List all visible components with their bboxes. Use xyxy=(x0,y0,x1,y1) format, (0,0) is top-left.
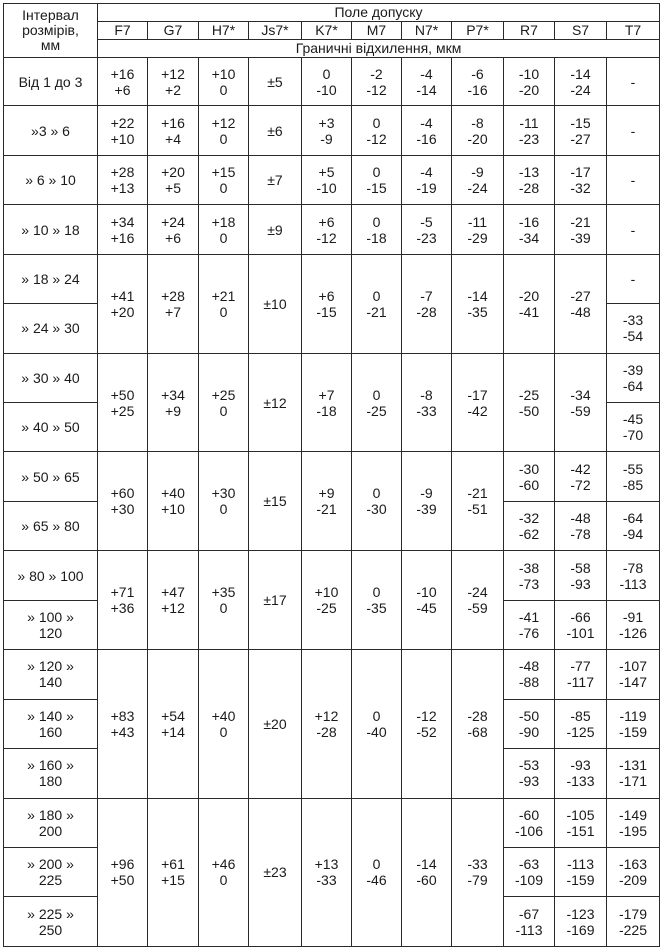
value-cell-js7: ±12 xyxy=(249,353,302,452)
col-header-t7: T7 xyxy=(607,22,660,40)
value-cell-p7: -28 -68 xyxy=(452,650,504,798)
value-cell-g7: +28 +7 xyxy=(148,254,199,353)
col-header-m7: M7 xyxy=(352,22,402,40)
value-cell-k7: +6 -15 xyxy=(302,254,352,353)
value-cell-f7: +28 +13 xyxy=(98,155,148,204)
value-cell-k7: +5 -10 xyxy=(302,155,352,204)
value-cell-f7: +34 +16 xyxy=(98,205,148,254)
value-cell-s7: -17 -32 xyxy=(555,155,607,204)
value-cell-s7: -42 -72 xyxy=(555,452,607,501)
range-cell: » 40 » 50 xyxy=(4,403,98,452)
value-cell-r7: -10 -20 xyxy=(504,58,555,106)
value-cell-h7: +10 0 xyxy=(199,58,249,106)
value-cell-g7: +20 +5 xyxy=(148,155,199,204)
value-cell-k7: +12 -28 xyxy=(302,650,352,798)
value-cell-f7: +83 +43 xyxy=(98,650,148,798)
value-cell-s7: -113 -159 xyxy=(555,847,607,896)
header-interval: Інтервал розмірів, мм xyxy=(4,4,98,58)
value-cell-r7: -67 -113 xyxy=(504,897,555,947)
col-header-p7: P7* xyxy=(452,22,504,40)
range-cell: » 65 » 80 xyxy=(4,501,98,550)
value-cell-h7: +35 0 xyxy=(199,551,249,650)
value-cell-g7: +47 +12 xyxy=(148,551,199,650)
range-cell: » 30 » 40 xyxy=(4,353,98,402)
value-cell-f7: +22 +10 xyxy=(98,106,148,155)
value-cell-r7: -11 -23 xyxy=(504,106,555,155)
col-header-g7: G7 xyxy=(148,22,199,40)
value-cell-k7: +13 -33 xyxy=(302,798,352,946)
value-cell-r7: -32 -62 xyxy=(504,501,555,550)
range-cell: » 160 » 180 xyxy=(4,749,98,798)
value-cell-t7: -64 -94 xyxy=(607,501,660,550)
value-cell-t7: -131 -171 xyxy=(607,749,660,798)
table-row xyxy=(4,551,660,600)
value-cell-g7: +12 +2 xyxy=(148,58,199,106)
table-row xyxy=(4,353,660,402)
value-cell-js7: ±20 xyxy=(249,650,302,798)
value-cell-js7: ±15 xyxy=(249,452,302,551)
value-cell-s7: -15 -27 xyxy=(555,106,607,155)
value-cell-r7: -16 -34 xyxy=(504,205,555,254)
range-cell: » 18 » 24 xyxy=(4,254,98,303)
value-cell-k7: 0 -10 xyxy=(302,58,352,106)
value-cell-js7: ±6 xyxy=(249,106,302,155)
range-cell: Від 1 до 3 xyxy=(4,58,98,106)
value-cell-n7: -7 -28 xyxy=(402,254,452,353)
value-cell-n7: -14 -60 xyxy=(402,798,452,946)
value-cell-r7: -25 -50 xyxy=(504,353,555,452)
value-cell-t7: - xyxy=(607,205,660,254)
table-row xyxy=(4,205,660,254)
table-row xyxy=(4,155,660,204)
value-cell-p7: -17 -42 xyxy=(452,353,504,452)
value-cell-t7: -107 -147 xyxy=(607,650,660,699)
value-cell-p7: -24 -59 xyxy=(452,551,504,650)
col-header-js7: Js7* xyxy=(249,22,302,40)
value-cell-s7: -105 -151 xyxy=(555,798,607,847)
col-header-r7: R7 xyxy=(504,22,555,40)
value-cell-js7: ±23 xyxy=(249,798,302,946)
value-cell-js7: ±10 xyxy=(249,254,302,353)
range-cell: »3 » 6 xyxy=(4,106,98,155)
range-cell: » 140 » 160 xyxy=(4,699,98,748)
value-cell-m7: 0 -25 xyxy=(352,353,402,452)
tolerance-table xyxy=(3,3,660,947)
value-cell-s7: -58 -93 xyxy=(555,551,607,600)
table-row xyxy=(4,452,660,501)
col-header-k7: K7* xyxy=(302,22,352,40)
value-cell-t7: -91 -126 xyxy=(607,600,660,649)
value-cell-n7: -10 -45 xyxy=(402,551,452,650)
table-row xyxy=(4,106,660,155)
col-header-h7: H7* xyxy=(199,22,249,40)
table-row xyxy=(4,58,660,106)
value-cell-f7: +96 +50 xyxy=(98,798,148,946)
table-row xyxy=(4,650,660,699)
value-cell-s7: -48 -78 xyxy=(555,501,607,550)
value-cell-t7: - xyxy=(607,254,660,303)
value-cell-js7: ±9 xyxy=(249,205,302,254)
value-cell-r7: -53 -93 xyxy=(504,749,555,798)
value-cell-k7: +6 -12 xyxy=(302,205,352,254)
range-cell: » 100 » 120 xyxy=(4,600,98,649)
range-cell: » 200 » 225 xyxy=(4,847,98,896)
value-cell-r7: -41 -76 xyxy=(504,600,555,649)
value-cell-p7: -11 -29 xyxy=(452,205,504,254)
col-header-f7: F7 xyxy=(98,22,148,40)
value-cell-n7: -4 -14 xyxy=(402,58,452,106)
value-cell-m7: 0 -46 xyxy=(352,798,402,946)
range-cell: » 10 » 18 xyxy=(4,205,98,254)
value-cell-n7: -5 -23 xyxy=(402,205,452,254)
value-cell-s7: -66 -101 xyxy=(555,600,607,649)
value-cell-p7: -14 -35 xyxy=(452,254,504,353)
value-cell-p7: -8 -20 xyxy=(452,106,504,155)
value-cell-js7: ±17 xyxy=(249,551,302,650)
value-cell-s7: -85 -125 xyxy=(555,699,607,748)
value-cell-s7: -21 -39 xyxy=(555,205,607,254)
value-cell-s7: -77 -117 xyxy=(555,650,607,699)
value-cell-g7: +61 +15 xyxy=(148,798,199,946)
value-cell-s7: -123 -169 xyxy=(555,897,607,947)
value-cell-t7: - xyxy=(607,58,660,106)
value-cell-n7: -4 -16 xyxy=(402,106,452,155)
value-cell-s7: -34 -59 xyxy=(555,353,607,452)
value-cell-p7: -9 -24 xyxy=(452,155,504,204)
value-cell-m7: 0 -40 xyxy=(352,650,402,798)
range-cell: » 80 » 100 xyxy=(4,551,98,600)
value-cell-h7: +40 0 xyxy=(199,650,249,798)
table-row xyxy=(4,254,660,303)
value-cell-r7: -63 -109 xyxy=(504,847,555,896)
value-cell-f7: +50 +25 xyxy=(98,353,148,452)
value-cell-f7: +16 +6 xyxy=(98,58,148,106)
value-cell-p7: -21 -51 xyxy=(452,452,504,551)
range-cell: » 50 » 65 xyxy=(4,452,98,501)
value-cell-t7: -78 -113 xyxy=(607,551,660,600)
value-cell-t7: - xyxy=(607,106,660,155)
value-cell-t7: -45 -70 xyxy=(607,403,660,452)
header-deviations: Граничні відхилення, мкм xyxy=(98,40,660,58)
value-cell-r7: -50 -90 xyxy=(504,699,555,748)
value-cell-n7: -8 -33 xyxy=(402,353,452,452)
range-cell: » 120 » 140 xyxy=(4,650,98,699)
value-cell-r7: -48 -88 xyxy=(504,650,555,699)
value-cell-k7: +7 -18 xyxy=(302,353,352,452)
value-cell-t7: -163 -209 xyxy=(607,847,660,896)
value-cell-js7: ±7 xyxy=(249,155,302,204)
value-cell-t7: -33 -54 xyxy=(607,304,660,353)
value-cell-g7: +54 +14 xyxy=(148,650,199,798)
value-cell-n7: -9 -39 xyxy=(402,452,452,551)
value-cell-t7: -149 -195 xyxy=(607,798,660,847)
value-cell-m7: 0 -12 xyxy=(352,106,402,155)
value-cell-h7: +46 0 xyxy=(199,798,249,946)
value-cell-n7: -12 -52 xyxy=(402,650,452,798)
value-cell-p7: -33 -79 xyxy=(452,798,504,946)
value-cell-h7: +30 0 xyxy=(199,452,249,551)
range-cell: » 6 » 10 xyxy=(4,155,98,204)
table-row xyxy=(4,798,660,847)
value-cell-m7: 0 -21 xyxy=(352,254,402,353)
value-cell-r7: -60 -106 xyxy=(504,798,555,847)
value-cell-g7: +16 +4 xyxy=(148,106,199,155)
value-cell-s7: -27 -48 xyxy=(555,254,607,353)
value-cell-f7: +71 +36 xyxy=(98,551,148,650)
value-cell-k7: +9 -21 xyxy=(302,452,352,551)
value-cell-h7: +15 0 xyxy=(199,155,249,204)
value-cell-k7: +3 -9 xyxy=(302,106,352,155)
value-cell-p7: -6 -16 xyxy=(452,58,504,106)
value-cell-k7: +10 -25 xyxy=(302,551,352,650)
value-cell-s7: -93 -133 xyxy=(555,749,607,798)
range-cell: » 24 » 30 xyxy=(4,304,98,353)
value-cell-m7: 0 -35 xyxy=(352,551,402,650)
value-cell-h7: +18 0 xyxy=(199,205,249,254)
col-header-s7: S7 xyxy=(555,22,607,40)
range-cell: » 225 » 250 xyxy=(4,897,98,947)
value-cell-m7: 0 -30 xyxy=(352,452,402,551)
value-cell-js7: ±5 xyxy=(249,58,302,106)
value-cell-s7: -14 -24 xyxy=(555,58,607,106)
value-cell-f7: +60 +30 xyxy=(98,452,148,551)
value-cell-m7: -2 -12 xyxy=(352,58,402,106)
value-cell-t7: - xyxy=(607,155,660,204)
value-cell-f7: +41 +20 xyxy=(98,254,148,353)
value-cell-g7: +34 +9 xyxy=(148,353,199,452)
header-field: Поле допуску xyxy=(98,4,660,22)
value-cell-h7: +21 0 xyxy=(199,254,249,353)
value-cell-r7: -30 -60 xyxy=(504,452,555,501)
value-cell-r7: -13 -28 xyxy=(504,155,555,204)
value-cell-g7: +24 +6 xyxy=(148,205,199,254)
value-cell-m7: 0 -18 xyxy=(352,205,402,254)
value-cell-r7: -20 -41 xyxy=(504,254,555,353)
value-cell-t7: -55 -85 xyxy=(607,452,660,501)
value-cell-t7: -39 -64 xyxy=(607,353,660,402)
value-cell-h7: +12 0 xyxy=(199,106,249,155)
value-cell-g7: +40 +10 xyxy=(148,452,199,551)
value-cell-h7: +25 0 xyxy=(199,353,249,452)
value-cell-m7: 0 -15 xyxy=(352,155,402,204)
col-header-n7: N7* xyxy=(402,22,452,40)
value-cell-t7: -119 -159 xyxy=(607,699,660,748)
value-cell-t7: -179 -225 xyxy=(607,897,660,947)
value-cell-n7: -4 -19 xyxy=(402,155,452,204)
value-cell-r7: -38 -73 xyxy=(504,551,555,600)
range-cell: » 180 » 200 xyxy=(4,798,98,847)
